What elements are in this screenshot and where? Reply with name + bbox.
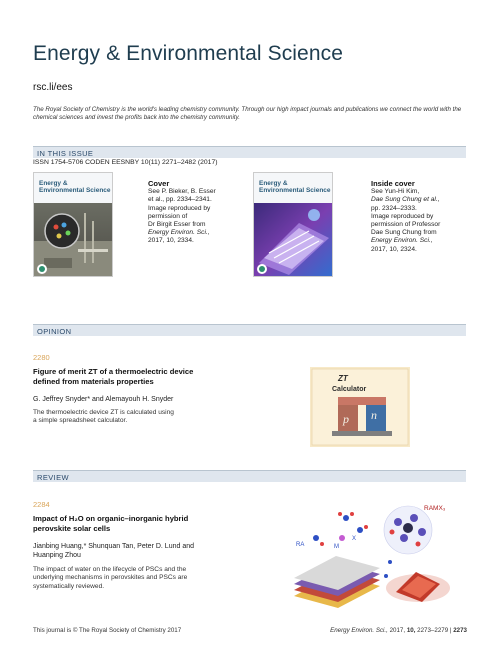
cover-line: pp. 2324–2333.: [371, 204, 417, 212]
footer-pages: 2273–2279: [417, 627, 449, 634]
footer-volume: 10,: [406, 627, 416, 634]
title-line: Figure of merit ZT of a thermoelectric device: [33, 367, 194, 376]
section-bar-opinion: [33, 324, 466, 336]
footer-year: 2017,: [389, 627, 406, 634]
journal-url[interactable]: rsc.li/ees: [33, 82, 73, 93]
graphic-label-calculator: Calculator: [332, 386, 367, 393]
review-page-number[interactable]: 2284: [33, 500, 50, 509]
cover-journal-title: Energy & Environmental Science: [259, 180, 331, 194]
cover-line: et al., pp. 2334–2341.: [148, 196, 212, 204]
cover-line: permission of: [148, 212, 188, 220]
cover-caption: [148, 180, 258, 246]
rsc-description: The Royal Society of Chemistry is the world's leading chemistry community. Through our high impact journals and publications we connect the world with the chemical sciences and invest the profits back into the chemistry community.: [33, 106, 462, 122]
footer-page-number: 2273: [453, 627, 467, 634]
cover-header: [34, 173, 112, 203]
graphic-label-zt: ZT: [338, 374, 348, 383]
graphic-label-p: p: [343, 412, 349, 426]
graphic-label-n: n: [371, 408, 377, 422]
authors-line: Jianbing Huang,* Shunquan Tan, Peter D. Lund and: [33, 543, 194, 550]
abstract-line: The thermoelectric device ZT is calculated using: [33, 409, 174, 416]
section-bar-in-this-issue: [33, 146, 466, 158]
abstract-line: a simple spreadsheet calculator.: [33, 417, 128, 425]
graphic-label-ramx3: RAMX₃: [424, 505, 446, 512]
abstract-line: underlying mechanisms in perovskites and PSCs are: [33, 574, 188, 582]
section-title: REVIEW: [37, 472, 69, 482]
cover-artwork: [34, 203, 112, 277]
title-line: perovskite solar cells: [33, 523, 111, 533]
review-abstract: [33, 566, 263, 591]
journal-title: Energy & Environmental Science: [33, 42, 343, 65]
footer-separator: |: [449, 627, 452, 634]
title-line: defined from materials properties: [33, 376, 154, 386]
footer-copyright: This journal is © The Royal Society of Chemistry 2017: [33, 627, 182, 634]
perovskite-graphic: [290, 500, 462, 612]
section-bar-review: [33, 470, 466, 482]
cover-journal-title: Energy & Environmental Science: [39, 180, 111, 194]
cover-line: permission of Professor: [371, 221, 441, 229]
footer-journal: Energy Environ. Sci.,: [330, 627, 388, 634]
section-title: IN THIS ISSUE: [37, 148, 94, 158]
cover-header: [254, 173, 332, 203]
cover-line: Image reproduced by: [371, 212, 434, 220]
cover-image: [33, 172, 113, 277]
cover-line: Dr Birgit Esser from: [148, 221, 206, 229]
cover-heading: Cover: [148, 179, 170, 188]
cover-artwork: [254, 203, 332, 277]
title-line: Impact of H₂O on organic–inorganic hybrid: [33, 514, 189, 523]
authors-line: Huanping Zhou: [33, 552, 81, 559]
graphic-label-ra: RA: [296, 542, 305, 548]
footer-citation: [330, 627, 467, 634]
cover-line: 2017, 10, 2334.: [148, 237, 194, 245]
cover-line: Dae Sung Chung et al.,: [371, 196, 440, 204]
graphic-label-x: X: [352, 536, 357, 542]
section-title: OPINION: [37, 326, 72, 336]
cover-line: Energy Environ. Sci.,: [148, 229, 210, 237]
abstract-line: systematically reviewed.: [33, 582, 105, 590]
cover-line: See P. Bieker, B. Esser: [148, 188, 216, 196]
cover-line: See Yun-Hi Kim,: [371, 188, 420, 196]
inside-cover-image: [253, 172, 333, 277]
abstract-line: The impact of water on the lifecycle of PSCs and the: [33, 566, 187, 573]
cover-heading: Inside cover: [371, 179, 415, 188]
opinion-authors: G. Jeffrey Snyder* and Alemayouh H. Snyder: [33, 396, 174, 403]
review-article-title[interactable]: [33, 514, 263, 533]
zt-calculator-graphic: [310, 367, 410, 447]
cover-line: 2017, 10, 2324.: [371, 245, 417, 253]
cover-line: Image reproduced by: [148, 204, 211, 212]
issn-line: ISSN 1754-5706 CODEN EESNBY 10(11) 2271–2482 (2017): [33, 159, 218, 166]
cover-line: Dae Sung Chung from: [371, 229, 437, 237]
opinion-abstract: [33, 409, 263, 426]
graphic-label-m: M: [334, 544, 339, 550]
opinion-article-title[interactable]: [33, 367, 263, 386]
inside-cover-caption: [371, 180, 481, 254]
review-authors: [33, 542, 263, 560]
cover-line: Energy Environ. Sci.,: [371, 237, 433, 245]
opinion-page-number[interactable]: 2280: [33, 353, 50, 362]
